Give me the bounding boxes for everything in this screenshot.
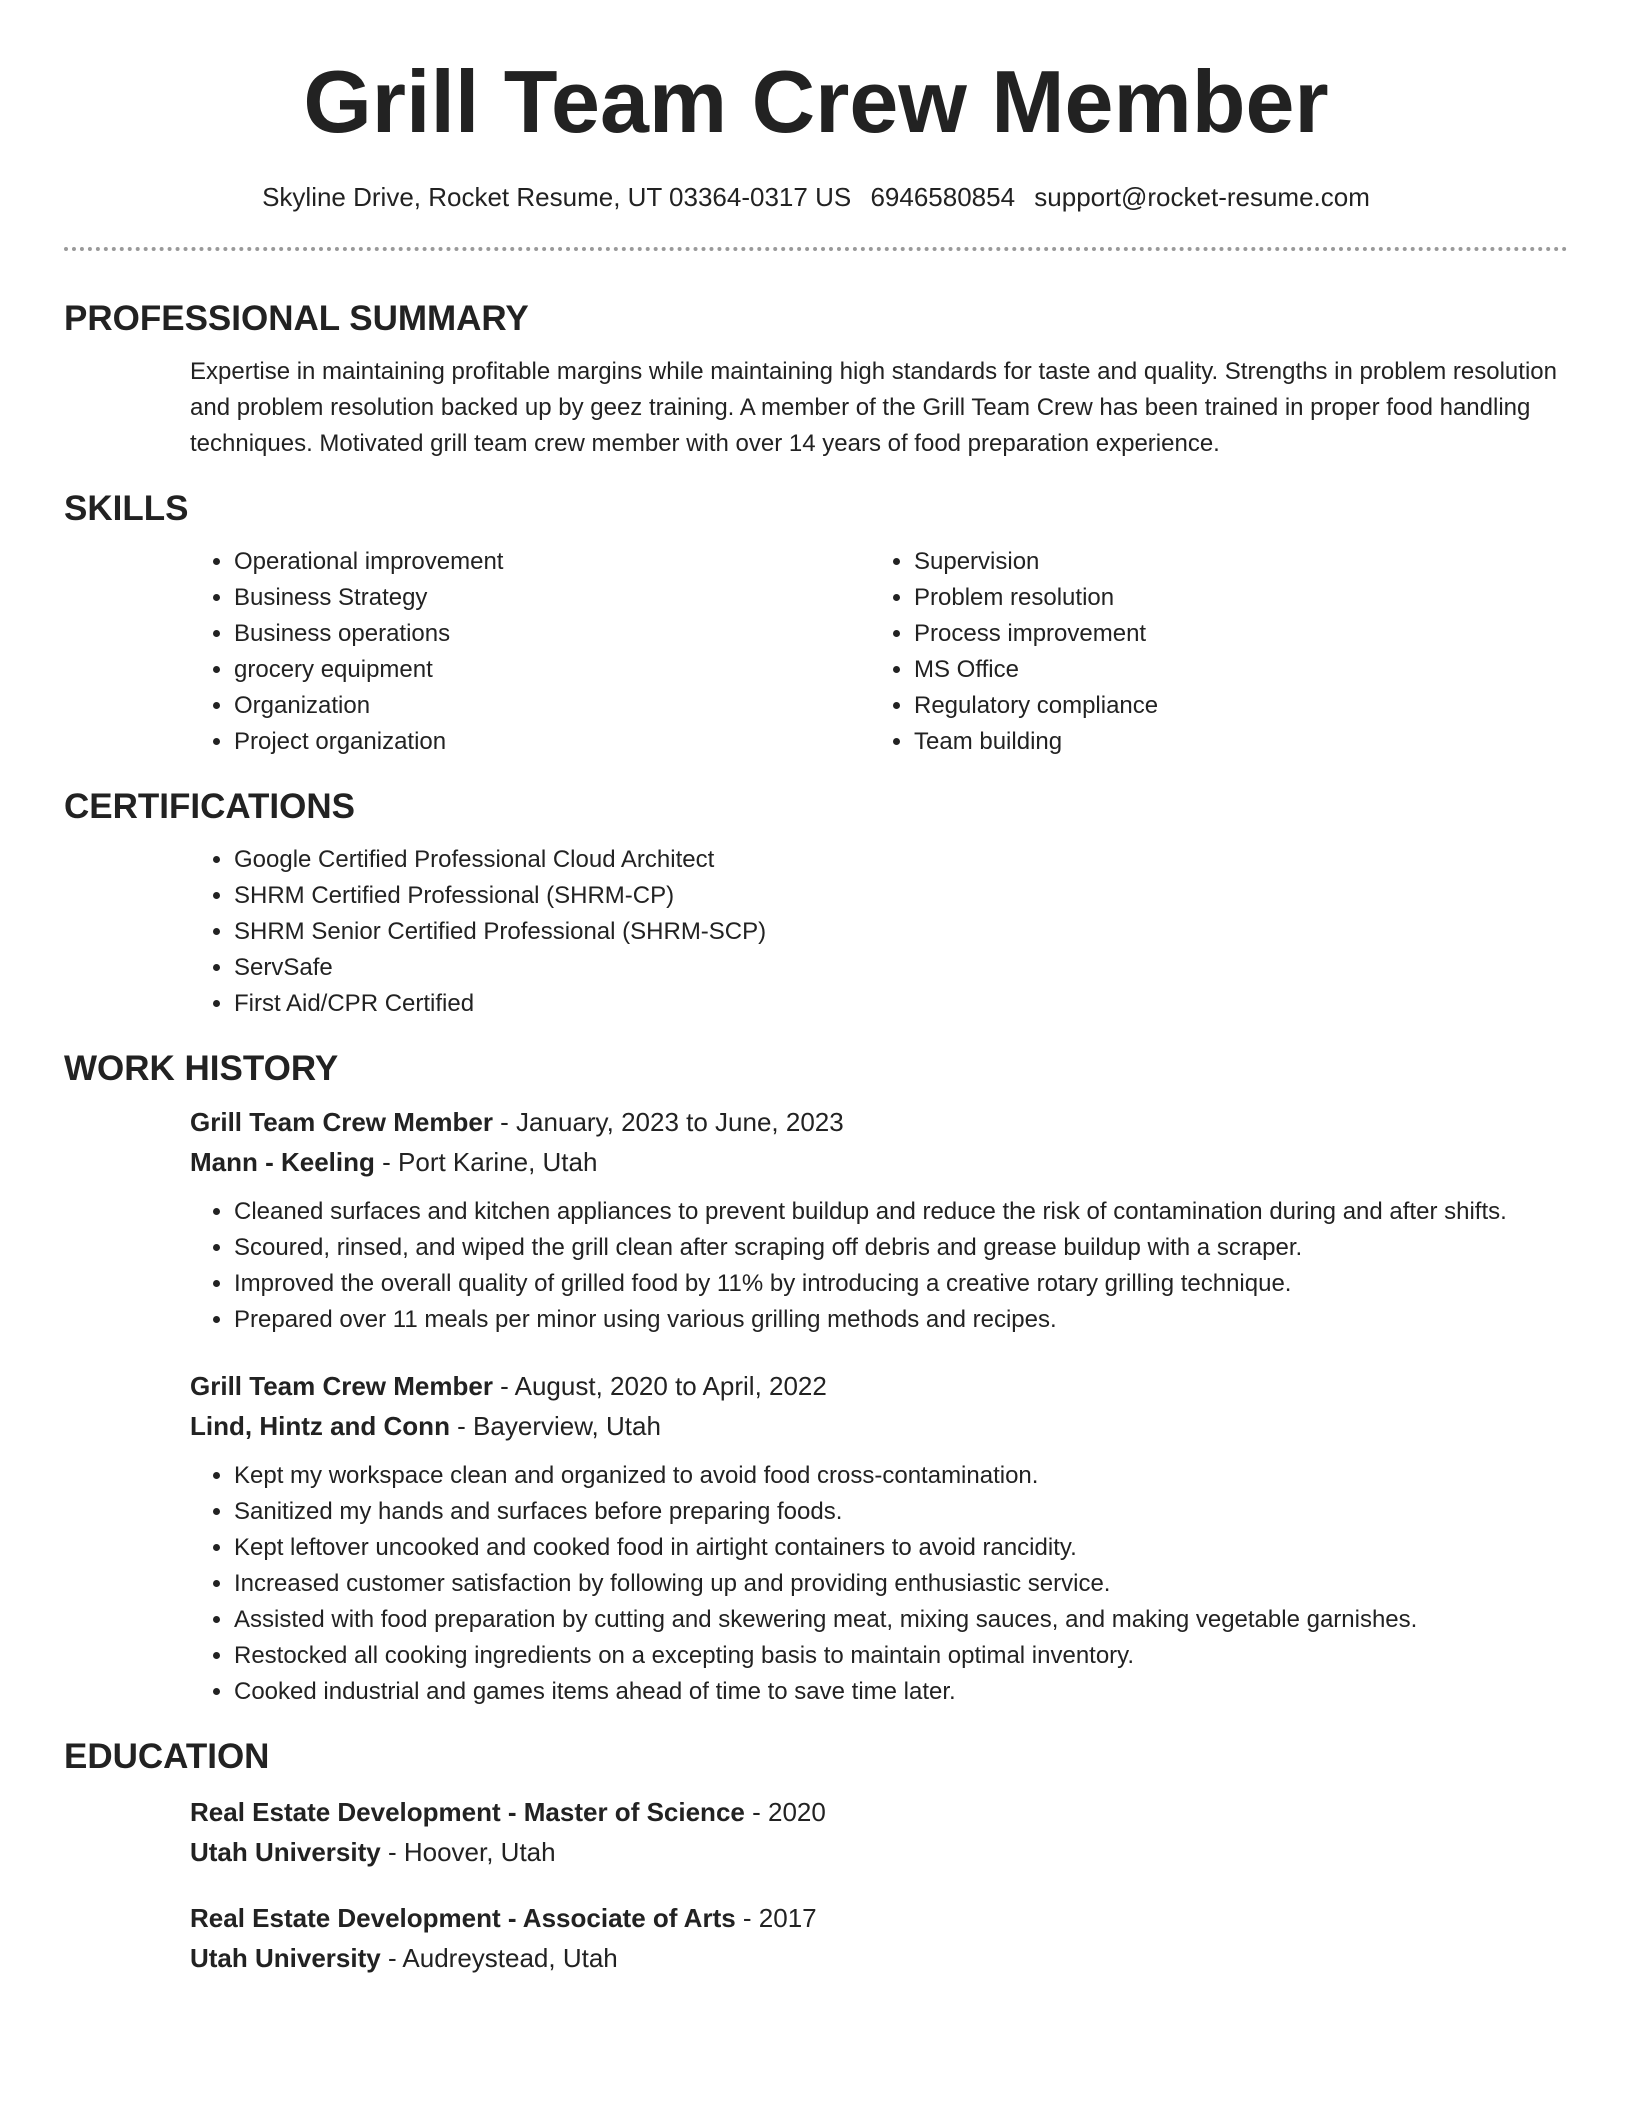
list-item: • Regulatory compliance	[914, 688, 1550, 724]
job-dates: - January, 2023 to June, 2023	[492, 1107, 844, 1138]
list-item: • Cooked industrial and games items ahead of time to save time later.	[234, 1674, 1568, 1710]
list-item: • SHRM Senior Certified Professional (SHRM-SCP)	[234, 914, 1568, 950]
education-degree-line	[190, 1792, 1568, 1832]
list-item: • MS Office	[914, 652, 1550, 688]
education-heading: EDUCATION	[64, 1737, 270, 1777]
list-item: • SHRM Certified Professional (SHRM-CP)	[234, 878, 1568, 914]
skills-section	[190, 544, 1568, 760]
list-item: • Google Certified Professional Cloud Architect	[234, 842, 1568, 878]
summary-section	[190, 354, 1568, 462]
job-entry	[190, 1366, 1568, 1710]
job-title-line	[190, 1102, 1568, 1142]
skills-column-left	[190, 544, 870, 760]
list-item: • Team building	[914, 724, 1550, 760]
education-year: - 2017	[735, 1903, 817, 1934]
summary-heading: PROFESSIONAL SUMMARY	[64, 299, 529, 339]
job-location: - Port Karine, Utah	[374, 1147, 598, 1178]
education-degree: Real Estate Development - Associate of Arts	[190, 1903, 736, 1934]
certifications-heading: CERTIFICATIONS	[64, 787, 356, 827]
education-year: - 2020	[744, 1797, 826, 1828]
education-degree-line	[190, 1898, 1568, 1938]
job-location: - Bayerview, Utah	[449, 1411, 661, 1442]
list-item: • Kept my workspace clean and organized to avoid food cross-contamination.	[234, 1458, 1568, 1494]
contact-phone: 6946580854	[870, 182, 1016, 212]
list-item: • Increased customer satisfaction by following up and providing enthusiastic service.	[234, 1566, 1568, 1602]
list-item: • Business operations	[234, 616, 870, 652]
list-item: • Supervision	[914, 544, 1550, 580]
list-item: • Problem resolution	[914, 580, 1550, 616]
contact-line	[64, 182, 1568, 213]
summary-text: Expertise in maintaining profitable margins while maintaining high standards for taste and quality. Strengths in problem resolution and problem resolution backed up by geez training. A member of the Grill Team Crew has been trained in proper food handling techniques. Motivated grill team crew member with over 14 years of food preparation experience.	[190, 358, 1557, 458]
education-section	[190, 1792, 1568, 1978]
job-role: Grill Team Crew Member	[190, 1371, 493, 1402]
list-item: • Scoured, rinsed, and wiped the grill clean after scraping off debris and grease buildup with a scraper.	[234, 1230, 1568, 1266]
list-item: • Operational improvement	[234, 544, 870, 580]
education-location: - Audreystead, Utah	[380, 1943, 618, 1974]
list-item: • Process improvement	[914, 616, 1550, 652]
list-item: • Cleaned surfaces and kitchen appliances to prevent buildup and reduce the risk of contamination during and after shifts.	[234, 1194, 1568, 1230]
list-item: • Organization	[234, 688, 870, 724]
skills-column-right	[870, 544, 1550, 760]
education-school-line	[190, 1938, 1568, 1978]
job-company: Mann - Keeling	[190, 1147, 375, 1178]
education-entry	[190, 1792, 1568, 1872]
header-divider	[64, 247, 1568, 251]
list-item: • Business Strategy	[234, 580, 870, 616]
job-company-line	[190, 1142, 1568, 1182]
job-company-line	[190, 1406, 1568, 1446]
contact-email: support@rocket-resume.com	[1034, 182, 1370, 212]
list-item: • Project organization	[234, 724, 870, 760]
list-item: • ServSafe	[234, 950, 1568, 986]
list-item: • Prepared over 11 meals per minor using various grilling methods and recipes.	[234, 1302, 1568, 1338]
job-entry	[190, 1102, 1568, 1338]
education-school: Utah University	[190, 1837, 381, 1868]
contact-address: Skyline Drive, Rocket Resume, UT 03364-0317 US	[262, 182, 852, 212]
work-history-section	[190, 1102, 1568, 1710]
education-school-line	[190, 1832, 1568, 1872]
job-role: Grill Team Crew Member	[190, 1107, 493, 1138]
list-item: • Improved the overall quality of grilled food by 11% by introducing a creative rotary grilling technique.	[234, 1266, 1568, 1302]
list-item: • First Aid/CPR Certified	[234, 986, 1568, 1022]
education-location: - Hoover, Utah	[380, 1837, 556, 1868]
job-company: Lind, Hintz and Conn	[190, 1411, 450, 1442]
education-degree: Real Estate Development - Master of Science	[190, 1797, 745, 1828]
education-school: Utah University	[190, 1943, 381, 1974]
list-item: • grocery equipment	[234, 652, 870, 688]
certifications-section	[190, 842, 1568, 1022]
list-item: • Assisted with food preparation by cutting and skewering meat, mixing sauces, and making vegetable garnishes.	[234, 1602, 1568, 1638]
list-item: • Kept leftover uncooked and cooked food in airtight containers to avoid rancidity.	[234, 1530, 1568, 1566]
job-title-line	[190, 1366, 1568, 1406]
work-history-heading: WORK HISTORY	[64, 1049, 339, 1089]
candidate-name: Grill Team Crew Member	[303, 52, 1329, 151]
list-item: • Restocked all cooking ingredients on a excepting basis to maintain optimal inventory.	[234, 1638, 1568, 1674]
resume-page	[64, 0, 1568, 2004]
education-entry	[190, 1898, 1568, 1978]
skills-heading: SKILLS	[64, 489, 189, 529]
job-dates: - August, 2020 to April, 2022	[492, 1371, 827, 1402]
list-item: • Sanitized my hands and surfaces before preparing foods.	[234, 1494, 1568, 1530]
